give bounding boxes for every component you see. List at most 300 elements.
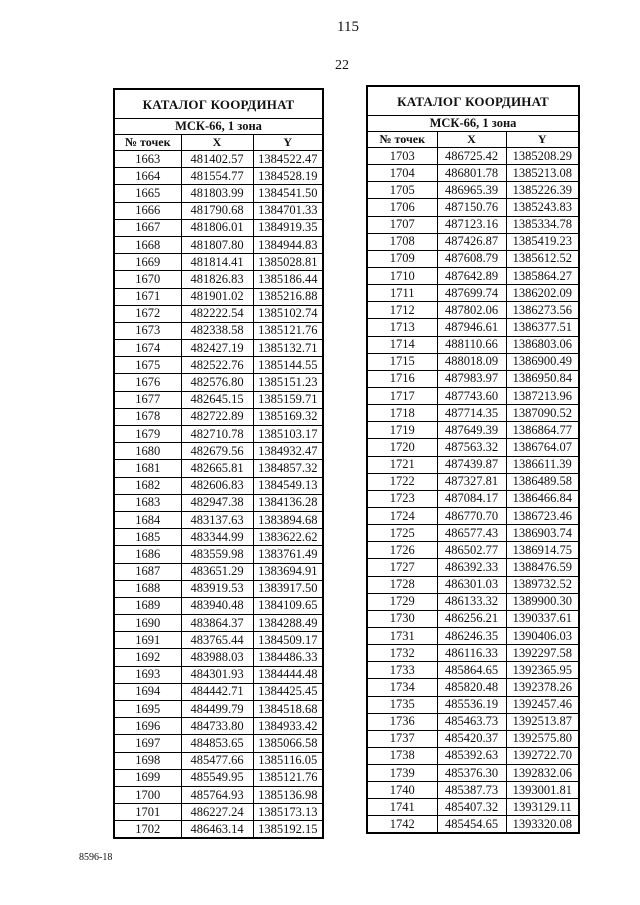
point-number-cell: 1699 — [114, 769, 181, 786]
table-row — [367, 507, 579, 524]
table-row — [114, 563, 323, 580]
x-coordinate-cell: 487123.16 — [437, 216, 506, 233]
table-row — [114, 340, 323, 357]
point-number-cell: 1668 — [114, 236, 181, 253]
table-row — [367, 319, 579, 336]
point-number-cell: 1697 — [114, 735, 181, 752]
sheet-number: 22 — [335, 58, 349, 73]
y-coordinate-cell: 1385173.13 — [253, 804, 323, 821]
point-number-cell: 1698 — [114, 752, 181, 769]
x-coordinate-cell: 482576.80 — [181, 374, 253, 391]
table-row — [367, 782, 579, 799]
x-coordinate-cell: 487642.89 — [437, 267, 506, 284]
table-row — [114, 752, 323, 769]
y-coordinate-cell: 1385121.76 — [253, 322, 323, 339]
point-number-cell: 1727 — [367, 559, 437, 576]
x-coordinate-cell: 487608.79 — [437, 250, 506, 267]
table-row — [367, 387, 579, 404]
table-row — [114, 236, 323, 253]
point-number-cell: 1691 — [114, 632, 181, 649]
y-coordinate-cell: 1385132.71 — [253, 340, 323, 357]
table-row — [367, 422, 579, 439]
table-row — [367, 302, 579, 319]
point-number-cell: 1685 — [114, 529, 181, 546]
y-coordinate-cell: 1383894.68 — [253, 511, 323, 528]
table-row — [367, 627, 579, 644]
y-coordinate-cell: 1385066.58 — [253, 735, 323, 752]
y-coordinate-cell: 1386764.07 — [506, 439, 579, 456]
x-coordinate-cell: 487983.97 — [437, 370, 506, 387]
point-number-cell: 1705 — [367, 182, 437, 199]
y-coordinate-cell: 1384528.19 — [253, 168, 323, 185]
table-row — [114, 460, 323, 477]
y-coordinate-cell: 1385028.81 — [253, 254, 323, 271]
point-number-cell: 1732 — [367, 645, 437, 662]
point-number-cell: 1712 — [367, 302, 437, 319]
point-number-cell: 1710 — [367, 267, 437, 284]
table-row — [367, 473, 579, 490]
table-row — [114, 735, 323, 752]
x-coordinate-cell: 487084.17 — [437, 490, 506, 507]
table-row — [367, 285, 579, 302]
y-coordinate-cell: 1384932.47 — [253, 443, 323, 460]
x-coordinate-cell: 485392.63 — [437, 747, 506, 764]
point-number-cell: 1721 — [367, 456, 437, 473]
column-header-x: X — [437, 132, 506, 148]
y-coordinate-cell: 1392513.87 — [506, 713, 579, 730]
x-coordinate-cell: 487743.60 — [437, 387, 506, 404]
y-coordinate-cell: 1385103.17 — [253, 426, 323, 443]
y-coordinate-cell: 1392297.58 — [506, 645, 579, 662]
table-row — [367, 199, 579, 216]
table-row — [114, 632, 323, 649]
point-number-cell: 1742 — [367, 816, 437, 833]
x-coordinate-cell: 483765.44 — [181, 632, 253, 649]
table-row — [114, 202, 323, 219]
table-row — [367, 765, 579, 782]
x-coordinate-cell: 486463.14 — [181, 821, 253, 838]
point-number-cell: 1689 — [114, 597, 181, 614]
x-coordinate-cell: 488110.66 — [437, 336, 506, 353]
point-number-cell: 1683 — [114, 494, 181, 511]
table-row — [114, 477, 323, 494]
point-number-cell: 1720 — [367, 439, 437, 456]
x-coordinate-cell: 488018.09 — [437, 353, 506, 370]
y-coordinate-cell: 1389732.52 — [506, 576, 579, 593]
point-number-cell: 1730 — [367, 610, 437, 627]
table-row — [114, 649, 323, 666]
table-row — [367, 439, 579, 456]
y-coordinate-cell: 1385169.32 — [253, 408, 323, 425]
point-number-cell: 1724 — [367, 507, 437, 524]
table-row — [114, 494, 323, 511]
x-coordinate-cell: 481803.99 — [181, 185, 253, 202]
coordinate-system-label: МСК-66, 1 зона — [114, 119, 323, 135]
point-number-cell: 1670 — [114, 271, 181, 288]
table-row — [114, 511, 323, 528]
point-number-cell: 1716 — [367, 370, 437, 387]
point-number-cell: 1703 — [367, 148, 437, 165]
y-coordinate-cell: 1383694.91 — [253, 563, 323, 580]
point-number-cell: 1725 — [367, 525, 437, 542]
x-coordinate-cell: 485536.19 — [437, 696, 506, 713]
x-coordinate-cell: 482710.78 — [181, 426, 253, 443]
point-number-cell: 1731 — [367, 627, 437, 644]
x-coordinate-cell: 487327.81 — [437, 473, 506, 490]
y-coordinate-cell: 1385192.15 — [253, 821, 323, 838]
coordinate-catalog-right — [366, 85, 578, 834]
table-row — [367, 730, 579, 747]
point-number-cell: 1687 — [114, 563, 181, 580]
point-number-cell: 1728 — [367, 576, 437, 593]
table-row — [114, 666, 323, 683]
table-row — [114, 322, 323, 339]
table-row — [114, 546, 323, 563]
table-row — [367, 662, 579, 679]
table-row — [367, 525, 579, 542]
y-coordinate-cell: 1385102.74 — [253, 305, 323, 322]
table-body — [367, 148, 579, 834]
y-coordinate-cell: 1384136.28 — [253, 494, 323, 511]
table-row — [367, 593, 579, 610]
point-number-cell: 1740 — [367, 782, 437, 799]
point-number-cell: 1674 — [114, 340, 181, 357]
y-coordinate-cell: 1386903.74 — [506, 525, 579, 542]
y-coordinate-cell: 1385226.39 — [506, 182, 579, 199]
y-coordinate-cell: 1386803.06 — [506, 336, 579, 353]
point-number-cell: 1722 — [367, 473, 437, 490]
point-number-cell: 1708 — [367, 233, 437, 250]
y-coordinate-cell: 1383917.50 — [253, 580, 323, 597]
table-row — [114, 597, 323, 614]
y-coordinate-cell: 1390337.61 — [506, 610, 579, 627]
y-coordinate-cell: 1385144.55 — [253, 357, 323, 374]
table-row — [114, 185, 323, 202]
x-coordinate-cell: 487439.87 — [437, 456, 506, 473]
y-coordinate-cell: 1386723.46 — [506, 507, 579, 524]
point-number-cell: 1684 — [114, 511, 181, 528]
y-coordinate-cell: 1384486.33 — [253, 649, 323, 666]
point-number-cell: 1673 — [114, 322, 181, 339]
y-coordinate-cell: 1385136.98 — [253, 786, 323, 803]
x-coordinate-cell: 487714.35 — [437, 405, 506, 422]
y-coordinate-cell: 1392722.70 — [506, 747, 579, 764]
table-row — [367, 610, 579, 627]
point-number-cell: 1709 — [367, 250, 437, 267]
table-row — [367, 165, 579, 182]
table-row — [367, 216, 579, 233]
catalog-title: КАТАЛОГ КООРДИНАТ — [367, 86, 579, 116]
point-number-cell: 1700 — [114, 786, 181, 803]
x-coordinate-cell: 483137.63 — [181, 511, 253, 528]
x-coordinate-cell: 485477.66 — [181, 752, 253, 769]
x-coordinate-cell: 486392.33 — [437, 559, 506, 576]
table-row — [114, 786, 323, 803]
y-coordinate-cell: 1392832.06 — [506, 765, 579, 782]
y-coordinate-cell: 1384919.35 — [253, 219, 323, 236]
table-body — [114, 151, 323, 839]
point-number-cell: 1723 — [367, 490, 437, 507]
x-coordinate-cell: 481807.80 — [181, 236, 253, 253]
x-coordinate-cell: 486133.32 — [437, 593, 506, 610]
point-number-cell: 1666 — [114, 202, 181, 219]
point-number-cell: 1733 — [367, 662, 437, 679]
table-row — [114, 683, 323, 700]
point-number-cell: 1693 — [114, 666, 181, 683]
x-coordinate-cell: 484733.80 — [181, 718, 253, 735]
y-coordinate-cell: 1385159.71 — [253, 391, 323, 408]
y-coordinate-cell: 1384509.17 — [253, 632, 323, 649]
table-row — [367, 336, 579, 353]
coordinate-catalog-left — [113, 88, 322, 839]
table-row — [114, 443, 323, 460]
column-header-y: Y — [506, 132, 579, 148]
coordinate-table — [366, 85, 580, 834]
x-coordinate-cell: 481402.57 — [181, 151, 253, 168]
table-row — [367, 250, 579, 267]
x-coordinate-cell: 485463.73 — [437, 713, 506, 730]
y-coordinate-cell: 1393001.81 — [506, 782, 579, 799]
x-coordinate-cell: 482522.76 — [181, 357, 253, 374]
x-coordinate-cell: 487150.76 — [437, 199, 506, 216]
coordinate-table — [113, 88, 324, 839]
x-coordinate-cell: 486227.24 — [181, 804, 253, 821]
x-coordinate-cell: 482947.38 — [181, 494, 253, 511]
table-row — [367, 456, 579, 473]
y-coordinate-cell: 1386950.84 — [506, 370, 579, 387]
x-coordinate-cell: 486801.78 — [437, 165, 506, 182]
x-coordinate-cell: 485387.73 — [437, 782, 506, 799]
point-number-cell: 1672 — [114, 305, 181, 322]
y-coordinate-cell: 1392378.26 — [506, 679, 579, 696]
x-coordinate-cell: 481806.01 — [181, 219, 253, 236]
point-number-cell: 1665 — [114, 185, 181, 202]
table-row — [114, 426, 323, 443]
y-coordinate-cell: 1384288.49 — [253, 615, 323, 632]
y-coordinate-cell: 1386611.39 — [506, 456, 579, 473]
x-coordinate-cell: 486502.77 — [437, 542, 506, 559]
y-coordinate-cell: 1384518.68 — [253, 701, 323, 718]
table-row — [114, 769, 323, 786]
table-row — [114, 254, 323, 271]
table-row — [367, 747, 579, 764]
point-number-cell: 1719 — [367, 422, 437, 439]
point-number-cell: 1664 — [114, 168, 181, 185]
point-number-cell: 1692 — [114, 649, 181, 666]
x-coordinate-cell: 485407.32 — [437, 799, 506, 816]
table-row — [367, 405, 579, 422]
column-header-x: X — [181, 135, 253, 151]
x-coordinate-cell: 485376.30 — [437, 765, 506, 782]
x-coordinate-cell: 483651.29 — [181, 563, 253, 580]
point-number-cell: 1681 — [114, 460, 181, 477]
page-number: 115 — [337, 19, 359, 35]
x-coordinate-cell: 487426.87 — [437, 233, 506, 250]
x-coordinate-cell: 482722.89 — [181, 408, 253, 425]
x-coordinate-cell: 481901.02 — [181, 288, 253, 305]
document-code: 8596-18 — [79, 852, 113, 863]
y-coordinate-cell: 1385216.88 — [253, 288, 323, 305]
point-number-cell: 1729 — [367, 593, 437, 610]
x-coordinate-cell: 482679.56 — [181, 443, 253, 460]
point-number-cell: 1737 — [367, 730, 437, 747]
table-row — [114, 529, 323, 546]
point-number-cell: 1707 — [367, 216, 437, 233]
point-number-cell: 1711 — [367, 285, 437, 302]
x-coordinate-cell: 486246.35 — [437, 627, 506, 644]
x-coordinate-cell: 486725.42 — [437, 148, 506, 165]
x-coordinate-cell: 482606.83 — [181, 477, 253, 494]
table-row — [114, 821, 323, 838]
y-coordinate-cell: 1384541.50 — [253, 185, 323, 202]
x-coordinate-cell: 483344.99 — [181, 529, 253, 546]
point-number-cell: 1694 — [114, 683, 181, 700]
y-coordinate-cell: 1386202.09 — [506, 285, 579, 302]
y-coordinate-cell: 1386900.49 — [506, 353, 579, 370]
point-number-cell: 1680 — [114, 443, 181, 460]
y-coordinate-cell: 1385151.23 — [253, 374, 323, 391]
column-header-point-number: № точек — [114, 135, 181, 151]
point-number-cell: 1718 — [367, 405, 437, 422]
y-coordinate-cell: 1386273.56 — [506, 302, 579, 319]
y-coordinate-cell: 1387090.52 — [506, 405, 579, 422]
y-coordinate-cell: 1384109.65 — [253, 597, 323, 614]
y-coordinate-cell: 1385213.08 — [506, 165, 579, 182]
point-number-cell: 1739 — [367, 765, 437, 782]
table-row — [367, 267, 579, 284]
y-coordinate-cell: 1386864.77 — [506, 422, 579, 439]
point-number-cell: 1714 — [367, 336, 437, 353]
y-coordinate-cell: 1385334.78 — [506, 216, 579, 233]
point-number-cell: 1701 — [114, 804, 181, 821]
point-number-cell: 1696 — [114, 718, 181, 735]
y-coordinate-cell: 1390406.03 — [506, 627, 579, 644]
y-coordinate-cell: 1392365.95 — [506, 662, 579, 679]
x-coordinate-cell: 486770.70 — [437, 507, 506, 524]
point-number-cell: 1688 — [114, 580, 181, 597]
table-row — [367, 816, 579, 833]
point-number-cell: 1690 — [114, 615, 181, 632]
subtitle-row — [367, 116, 579, 132]
x-coordinate-cell: 482645.15 — [181, 391, 253, 408]
point-number-cell: 1695 — [114, 701, 181, 718]
x-coordinate-cell: 484853.65 — [181, 735, 253, 752]
table-row — [367, 679, 579, 696]
table-row — [367, 576, 579, 593]
table-row — [367, 490, 579, 507]
y-coordinate-cell: 1385208.29 — [506, 148, 579, 165]
column-header-y: Y — [253, 135, 323, 151]
table-row — [367, 645, 579, 662]
y-coordinate-cell: 1384933.42 — [253, 718, 323, 735]
x-coordinate-cell: 486256.21 — [437, 610, 506, 627]
table-row — [367, 353, 579, 370]
point-number-cell: 1671 — [114, 288, 181, 305]
x-coordinate-cell: 483919.53 — [181, 580, 253, 597]
x-coordinate-cell: 486301.03 — [437, 576, 506, 593]
point-number-cell: 1676 — [114, 374, 181, 391]
table-row — [367, 542, 579, 559]
point-number-cell: 1669 — [114, 254, 181, 271]
y-coordinate-cell: 1384444.48 — [253, 666, 323, 683]
x-coordinate-cell: 487649.39 — [437, 422, 506, 439]
y-coordinate-cell: 1392575.80 — [506, 730, 579, 747]
y-coordinate-cell: 1384944.83 — [253, 236, 323, 253]
table-row — [114, 374, 323, 391]
x-coordinate-cell: 487563.32 — [437, 439, 506, 456]
x-coordinate-cell: 485454.65 — [437, 816, 506, 833]
point-number-cell: 1679 — [114, 426, 181, 443]
point-number-cell: 1738 — [367, 747, 437, 764]
x-coordinate-cell: 481826.83 — [181, 271, 253, 288]
table-row — [114, 408, 323, 425]
x-coordinate-cell: 486965.39 — [437, 182, 506, 199]
table-row — [114, 168, 323, 185]
table-row — [367, 713, 579, 730]
y-coordinate-cell: 1385419.23 — [506, 233, 579, 250]
table-row — [367, 799, 579, 816]
table-row — [114, 357, 323, 374]
x-coordinate-cell: 484301.93 — [181, 666, 253, 683]
x-coordinate-cell: 485549.95 — [181, 769, 253, 786]
x-coordinate-cell: 482222.54 — [181, 305, 253, 322]
y-coordinate-cell: 1385864.27 — [506, 267, 579, 284]
x-coordinate-cell: 486577.43 — [437, 525, 506, 542]
y-coordinate-cell: 1383622.62 — [253, 529, 323, 546]
table-row — [114, 305, 323, 322]
y-coordinate-cell: 1384701.33 — [253, 202, 323, 219]
point-number-cell: 1734 — [367, 679, 437, 696]
table-row — [114, 804, 323, 821]
x-coordinate-cell: 486116.33 — [437, 645, 506, 662]
x-coordinate-cell: 481554.77 — [181, 168, 253, 185]
title-row — [367, 86, 579, 116]
table-row — [114, 271, 323, 288]
point-number-cell: 1682 — [114, 477, 181, 494]
table-row — [114, 615, 323, 632]
table-row — [367, 696, 579, 713]
x-coordinate-cell: 483940.48 — [181, 597, 253, 614]
header-row — [114, 135, 323, 151]
y-coordinate-cell: 1384522.47 — [253, 151, 323, 168]
point-number-cell: 1667 — [114, 219, 181, 236]
point-number-cell: 1736 — [367, 713, 437, 730]
point-number-cell: 1677 — [114, 391, 181, 408]
x-coordinate-cell: 481814.41 — [181, 254, 253, 271]
y-coordinate-cell: 1387213.96 — [506, 387, 579, 404]
x-coordinate-cell: 483559.98 — [181, 546, 253, 563]
y-coordinate-cell: 1385121.76 — [253, 769, 323, 786]
y-coordinate-cell: 1385612.52 — [506, 250, 579, 267]
table-row — [367, 370, 579, 387]
point-number-cell: 1704 — [367, 165, 437, 182]
table-row — [114, 580, 323, 597]
point-number-cell: 1663 — [114, 151, 181, 168]
x-coordinate-cell: 487946.61 — [437, 319, 506, 336]
x-coordinate-cell: 484442.71 — [181, 683, 253, 700]
catalog-title: КАТАЛОГ КООРДИНАТ — [114, 89, 323, 119]
y-coordinate-cell: 1385116.05 — [253, 752, 323, 769]
point-number-cell: 1726 — [367, 542, 437, 559]
y-coordinate-cell: 1385186.44 — [253, 271, 323, 288]
y-coordinate-cell: 1388476.59 — [506, 559, 579, 576]
table-row — [114, 718, 323, 735]
point-number-cell: 1678 — [114, 408, 181, 425]
point-number-cell: 1686 — [114, 546, 181, 563]
point-number-cell: 1702 — [114, 821, 181, 838]
x-coordinate-cell: 483864.37 — [181, 615, 253, 632]
x-coordinate-cell: 485864.65 — [437, 662, 506, 679]
